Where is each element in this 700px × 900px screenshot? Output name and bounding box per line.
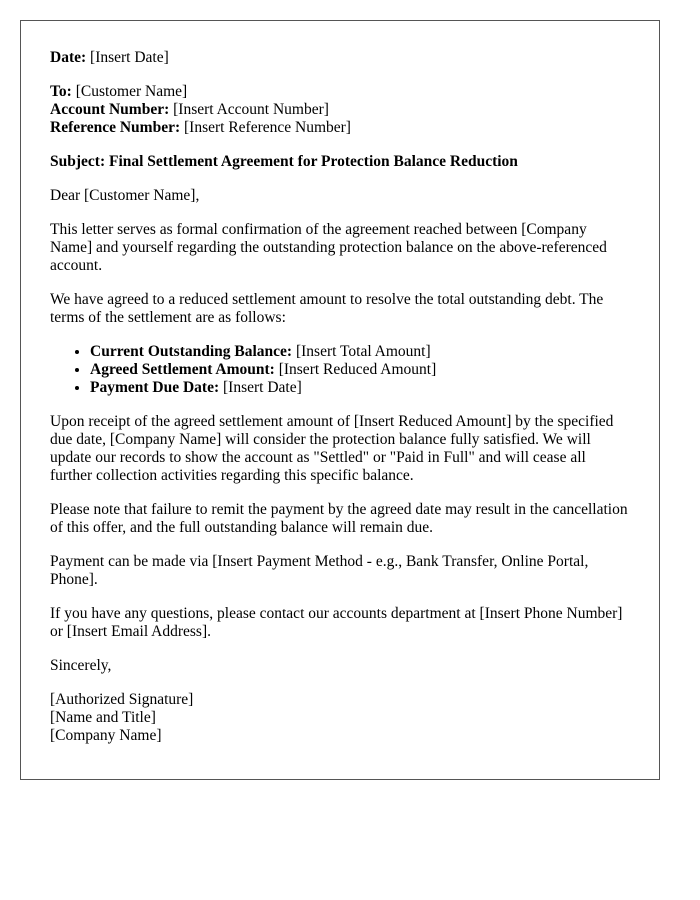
- account-number-value: [Insert Account Number]: [173, 101, 329, 118]
- date-line: [50, 49, 630, 67]
- questions-paragraph: If you have any questions, please contact our accounts department at [Insert Phone Number] or [Insert Email Address].: [50, 605, 623, 640]
- list-item: [90, 361, 630, 379]
- name-and-title: [Name and Title]: [50, 709, 156, 726]
- authorized-signature: [Authorized Signature]: [50, 691, 194, 708]
- to-line: [50, 83, 630, 101]
- receipt-paragraph: Upon receipt of the agreed settlement amount of [Insert Reduced Amount] by the specified due date, [Company Name] will consider the protection balance fully satisfied. We will update our records to show the account as "Settled" or "Paid in Full" and will cease all further collection activities regarding this specific balance.: [50, 413, 614, 484]
- payment-paragraph: Payment can be made via [Insert Payment Method - e.g., Bank Transfer, Online Portal, Phone].: [50, 553, 589, 588]
- company-name: [Company Name]: [50, 727, 162, 744]
- salutation: Dear [Customer Name],: [50, 187, 200, 204]
- list-item: [90, 343, 630, 361]
- account-number-label: Account Number:: [50, 101, 170, 118]
- term-label: Payment Due Date:: [90, 379, 220, 396]
- date-label: Date:: [50, 49, 87, 66]
- list-item: [90, 379, 630, 397]
- settlement-terms-list: [50, 343, 630, 397]
- term-value: [Insert Total Amount]: [295, 343, 431, 360]
- recipient-block: [50, 83, 630, 137]
- to-value: [Customer Name]: [75, 83, 188, 100]
- reference-number-label: Reference Number:: [50, 119, 181, 136]
- account-number-line: [50, 101, 630, 119]
- intro-paragraph: This letter serves as formal confirmation of the agreement reached between [Company Name] and yourself regarding the outstanding protection balance on the above-referenced account.: [50, 221, 607, 274]
- term-label: Agreed Settlement Amount:: [90, 361, 275, 378]
- failure-paragraph: Please note that failure to remit the payment by the agreed date may result in the cancellation of this offer, and the full outstanding balance will remain due.: [50, 501, 628, 536]
- date-value: [Insert Date]: [90, 49, 169, 66]
- settlement-letter: [20, 20, 660, 780]
- subject-line: Subject: Final Settlement Agreement for Protection Balance Reduction: [50, 153, 518, 170]
- agreement-paragraph: We have agreed to a reduced settlement amount to resolve the total outstanding debt. The terms of the settlement are as follows:: [50, 291, 604, 326]
- term-label: Current Outstanding Balance:: [90, 343, 293, 360]
- reference-number-value: [Insert Reference Number]: [184, 119, 351, 136]
- term-value: [Insert Date]: [223, 379, 302, 396]
- term-value: [Insert Reduced Amount]: [278, 361, 437, 378]
- closing: Sincerely,: [50, 657, 112, 674]
- reference-number-line: [50, 119, 630, 137]
- to-label: To:: [50, 83, 72, 100]
- signature-block: [50, 691, 630, 745]
